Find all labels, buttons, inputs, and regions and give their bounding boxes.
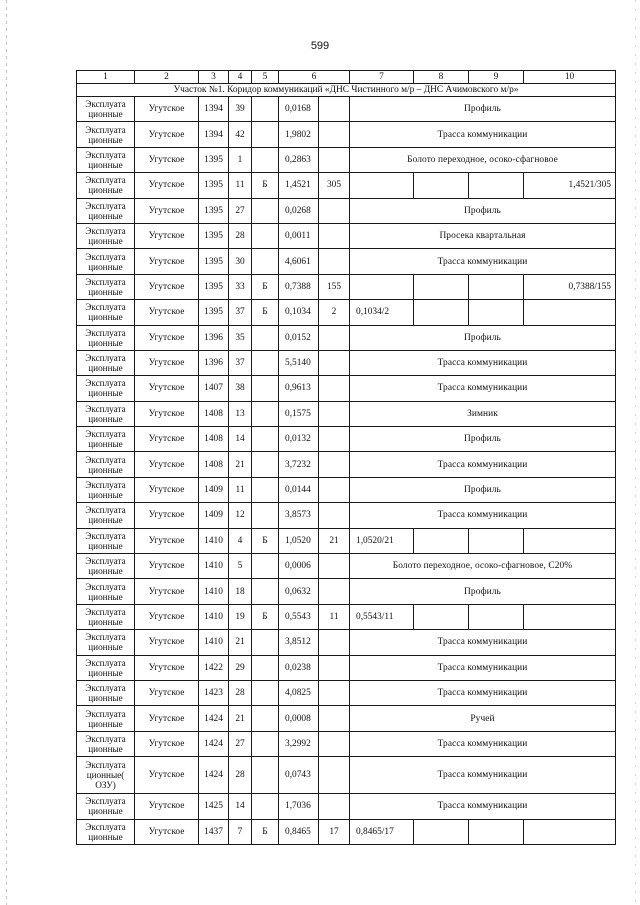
cell-division: 21 <box>229 630 252 655</box>
cell-division: 21 <box>229 452 252 477</box>
cell-col-7 <box>319 731 350 756</box>
cell-division: 37 <box>229 350 252 375</box>
cell-division: 5 <box>229 554 252 579</box>
cell-area: 4,6061 <box>279 249 319 274</box>
cell-land-type: Эксплуата ционные <box>77 706 135 731</box>
cell-field-name: Угутское <box>135 477 199 502</box>
cell-col-11: 1,4521/305 <box>524 173 616 198</box>
cell-category: Б <box>252 300 279 325</box>
cell-field-name: Угутское <box>135 503 199 528</box>
cell-area: 0,7388 <box>279 274 319 299</box>
table-row <box>77 427 616 452</box>
cell-col-7: 155 <box>319 274 350 299</box>
table-row <box>77 819 616 844</box>
cell-col-7 <box>319 452 350 477</box>
cell-field-name: Угутское <box>135 706 199 731</box>
cell-field-name: Угутское <box>135 300 199 325</box>
cell-land-type: Эксплуата ционные <box>77 452 135 477</box>
cell-quarter: 1395 <box>199 300 229 325</box>
cell-description: Профиль <box>350 427 616 452</box>
cell-col-11 <box>524 528 616 553</box>
cell-land-type: Эксплуата ционные <box>77 794 135 819</box>
cell-division: 13 <box>229 401 252 426</box>
cell-land-type: Эксплуата ционные <box>77 122 135 147</box>
cell-col-7: 17 <box>319 819 350 844</box>
cell-division: 7 <box>229 819 252 844</box>
cell-area: 0,5543 <box>279 604 319 629</box>
cell-quarter: 1410 <box>199 604 229 629</box>
table-row <box>77 477 616 502</box>
cell-category <box>252 427 279 452</box>
cell-division: 11 <box>229 173 252 198</box>
cell-col-10 <box>469 173 524 198</box>
cell-division: 35 <box>229 325 252 350</box>
cell-description: Профиль <box>350 325 616 350</box>
cell-field-name: Угутское <box>135 223 199 248</box>
cell-division: 30 <box>229 249 252 274</box>
table-row <box>77 325 616 350</box>
cell-col-7 <box>319 198 350 223</box>
cell-field-name: Угутское <box>135 452 199 477</box>
cell-category <box>252 452 279 477</box>
cell-division: 21 <box>229 706 252 731</box>
cell-category <box>252 401 279 426</box>
cell-land-type: Эксплуата ционные <box>77 401 135 426</box>
cell-field-name: Угутское <box>135 655 199 680</box>
cell-category: Б <box>252 528 279 553</box>
cell-col-7 <box>319 376 350 401</box>
cell-col-7 <box>319 503 350 528</box>
cell-quarter: 1424 <box>199 706 229 731</box>
cell-area: 3,8573 <box>279 503 319 528</box>
cell-land-type: Эксплуата ционные <box>77 604 135 629</box>
cell-field-name: Угутское <box>135 97 199 122</box>
cell-area: 3,2992 <box>279 731 319 756</box>
cell-area: 0,9613 <box>279 376 319 401</box>
cell-col-7 <box>319 706 350 731</box>
cell-col-8 <box>350 173 414 198</box>
cell-field-name: Угутское <box>135 819 199 844</box>
cell-division: 28 <box>229 223 252 248</box>
cell-category: Б <box>252 604 279 629</box>
table-row <box>77 680 616 705</box>
cell-col-7 <box>319 97 350 122</box>
cell-col-7 <box>319 350 350 375</box>
cell-col-7 <box>319 427 350 452</box>
cell-area: 0,0132 <box>279 427 319 452</box>
cell-division: 38 <box>229 376 252 401</box>
cell-area: 0,1575 <box>279 401 319 426</box>
cell-quarter: 1425 <box>199 794 229 819</box>
cell-col-10 <box>469 274 524 299</box>
cell-land-type: Эксплуата ционные <box>77 680 135 705</box>
cell-quarter: 1408 <box>199 452 229 477</box>
cell-description: Трасса коммуникации <box>350 122 616 147</box>
cell-description: Профиль <box>350 198 616 223</box>
cell-category <box>252 376 279 401</box>
cell-quarter: 1394 <box>199 97 229 122</box>
cell-division: 37 <box>229 300 252 325</box>
cell-land-type: Эксплуата ционные <box>77 579 135 604</box>
cell-category: Б <box>252 819 279 844</box>
cell-field-name: Угутское <box>135 350 199 375</box>
table-row <box>77 554 616 579</box>
cell-field-name: Угутское <box>135 757 199 794</box>
table-row <box>77 249 616 274</box>
header-cell-7: 7 <box>350 71 414 84</box>
cell-category <box>252 579 279 604</box>
cell-land-type: Эксплуата ционные <box>77 223 135 248</box>
cell-category <box>252 350 279 375</box>
cell-quarter: 1407 <box>199 376 229 401</box>
cell-category <box>252 757 279 794</box>
cell-field-name: Угутское <box>135 680 199 705</box>
table-body <box>77 71 616 845</box>
cell-quarter: 1410 <box>199 579 229 604</box>
table-row <box>77 300 616 325</box>
table-row <box>77 503 616 528</box>
cell-land-type: Эксплуата ционные <box>77 427 135 452</box>
cell-area: 0,0152 <box>279 325 319 350</box>
section-title: Участок №1. Коридор коммуникаций «ДНС Чистинного м/р – ДНС Ачимовского м/р» <box>77 84 616 97</box>
cell-field-name: Угутское <box>135 604 199 629</box>
cell-description: Болото переходное, осоко-сфагновое <box>350 147 616 172</box>
cell-division: 14 <box>229 427 252 452</box>
cell-area: 0,0006 <box>279 554 319 579</box>
cell-category <box>252 630 279 655</box>
cell-col-7 <box>319 554 350 579</box>
cell-area: 3,7232 <box>279 452 319 477</box>
cell-division: 18 <box>229 579 252 604</box>
cell-category <box>252 97 279 122</box>
cell-col-7 <box>319 223 350 248</box>
cell-area: 0,1034 <box>279 300 319 325</box>
cell-field-name: Угутское <box>135 376 199 401</box>
cell-area: 0,0268 <box>279 198 319 223</box>
cell-category <box>252 198 279 223</box>
cell-col-9 <box>414 819 469 844</box>
table-row <box>77 401 616 426</box>
cell-area: 0,8465 <box>279 819 319 844</box>
section-row <box>77 84 616 97</box>
cell-category <box>252 223 279 248</box>
cell-col-10 <box>469 300 524 325</box>
cell-field-name: Угутское <box>135 401 199 426</box>
cell-land-type: Эксплуата ционные <box>77 274 135 299</box>
table-row <box>77 794 616 819</box>
cell-area: 0,0008 <box>279 706 319 731</box>
header-cell-6: 6 <box>279 71 350 84</box>
cell-col-7 <box>319 680 350 705</box>
cell-quarter: 1422 <box>199 655 229 680</box>
cell-category <box>252 731 279 756</box>
cell-category <box>252 477 279 502</box>
table-row <box>77 274 616 299</box>
cell-field-name: Угутское <box>135 427 199 452</box>
cell-land-type: Эксплуата ционные <box>77 350 135 375</box>
cell-description: Трасса коммуникации <box>350 731 616 756</box>
cell-quarter: 1395 <box>199 274 229 299</box>
cell-quarter: 1409 <box>199 477 229 502</box>
cell-col-8: 1,0520/21 <box>350 528 414 553</box>
cell-land-type: Эксплуата ционные <box>77 630 135 655</box>
cell-category <box>252 706 279 731</box>
cell-category: Б <box>252 274 279 299</box>
cell-col-7 <box>319 249 350 274</box>
cell-description: Профиль <box>350 579 616 604</box>
cell-description: Просека квартальная <box>350 223 616 248</box>
header-cell-10: 10 <box>524 71 616 84</box>
cell-category <box>252 680 279 705</box>
cell-col-8 <box>350 274 414 299</box>
cell-quarter: 1410 <box>199 554 229 579</box>
cell-field-name: Угутское <box>135 249 199 274</box>
cell-land-type: Эксплуата ционные <box>77 477 135 502</box>
cell-area: 1,4521 <box>279 173 319 198</box>
table-row <box>77 452 616 477</box>
cell-area: 0,0168 <box>279 97 319 122</box>
cell-land-type: Эксплуата ционные <box>77 731 135 756</box>
cell-col-8: 0,8465/17 <box>350 819 414 844</box>
cell-col-11 <box>524 819 616 844</box>
cell-category <box>252 122 279 147</box>
cell-col-9 <box>414 300 469 325</box>
cell-quarter: 1424 <box>199 731 229 756</box>
cell-col-10 <box>469 819 524 844</box>
cell-description: Трасса коммуникации <box>350 376 616 401</box>
cell-field-name: Угутское <box>135 325 199 350</box>
cell-col-9 <box>414 528 469 553</box>
table-row <box>77 528 616 553</box>
cell-col-9 <box>414 173 469 198</box>
cell-division: 28 <box>229 757 252 794</box>
cell-area: 0,0011 <box>279 223 319 248</box>
cell-division: 19 <box>229 604 252 629</box>
header-cell-4: 4 <box>229 71 252 84</box>
scan-edge-left <box>6 0 7 905</box>
cell-land-type: Эксплуата ционные <box>77 97 135 122</box>
cell-division: 27 <box>229 731 252 756</box>
cell-land-type: Эксплуата ционные <box>77 198 135 223</box>
land-parcel-table <box>76 70 616 845</box>
cell-field-name: Угутское <box>135 579 199 604</box>
cell-quarter: 1437 <box>199 819 229 844</box>
cell-description: Зимник <box>350 401 616 426</box>
header-cell-8: 8 <box>414 71 469 84</box>
cell-col-7: 11 <box>319 604 350 629</box>
cell-col-11: 0,7388/155 <box>524 274 616 299</box>
cell-land-type: Эксплуата ционные <box>77 528 135 553</box>
page-number: 599 <box>310 40 330 52</box>
cell-description: Трасса коммуникации <box>350 794 616 819</box>
cell-field-name: Угутское <box>135 173 199 198</box>
cell-col-7 <box>319 794 350 819</box>
cell-quarter: 1396 <box>199 350 229 375</box>
cell-description: Трасса коммуникации <box>350 655 616 680</box>
cell-quarter: 1396 <box>199 325 229 350</box>
cell-field-name: Угутское <box>135 554 199 579</box>
cell-division: 1 <box>229 147 252 172</box>
cell-land-type: Эксплуата ционные <box>77 325 135 350</box>
cell-category <box>252 503 279 528</box>
cell-quarter: 1395 <box>199 198 229 223</box>
cell-col-7: 21 <box>319 528 350 553</box>
cell-quarter: 1423 <box>199 680 229 705</box>
cell-division: 11 <box>229 477 252 502</box>
cell-quarter: 1408 <box>199 427 229 452</box>
cell-col-9 <box>414 274 469 299</box>
table-row <box>77 122 616 147</box>
cell-field-name: Угутское <box>135 122 199 147</box>
cell-description: Трасса коммуникации <box>350 350 616 375</box>
cell-quarter: 1409 <box>199 503 229 528</box>
cell-quarter: 1424 <box>199 757 229 794</box>
cell-area: 0,0743 <box>279 757 319 794</box>
cell-land-type: Эксплуата ционные <box>77 249 135 274</box>
table-row <box>77 198 616 223</box>
table-row <box>77 604 616 629</box>
cell-division: 27 <box>229 198 252 223</box>
cell-col-7: 305 <box>319 173 350 198</box>
cell-field-name: Угутское <box>135 147 199 172</box>
cell-division: 12 <box>229 503 252 528</box>
cell-category <box>252 249 279 274</box>
cell-col-10 <box>469 604 524 629</box>
cell-category <box>252 325 279 350</box>
cell-description: Профиль <box>350 97 616 122</box>
table-row <box>77 223 616 248</box>
cell-quarter: 1410 <box>199 630 229 655</box>
cell-field-name: Угутское <box>135 794 199 819</box>
cell-land-type: Эксплуата ционные <box>77 376 135 401</box>
cell-quarter: 1394 <box>199 122 229 147</box>
table-row <box>77 97 616 122</box>
cell-col-11 <box>524 604 616 629</box>
cell-land-type: Эксплуата ционные <box>77 173 135 198</box>
cell-area: 1,7036 <box>279 794 319 819</box>
table-row <box>77 579 616 604</box>
table-row <box>77 655 616 680</box>
table-row <box>77 731 616 756</box>
table-row <box>77 630 616 655</box>
cell-land-type: Эксплуата ционные <box>77 655 135 680</box>
cell-description: Трасса коммуникации <box>350 757 616 794</box>
header-cell-1: 1 <box>77 71 135 84</box>
cell-description: Трасса коммуникации <box>350 680 616 705</box>
cell-description: Болото переходное, осоко-сфагновое, С20% <box>350 554 616 579</box>
cell-description: Ручей <box>350 706 616 731</box>
cell-division: 39 <box>229 97 252 122</box>
cell-division: 29 <box>229 655 252 680</box>
cell-quarter: 1410 <box>199 528 229 553</box>
cell-land-type: Эксплуата ционные <box>77 819 135 844</box>
cell-quarter: 1395 <box>199 173 229 198</box>
header-cell-9: 9 <box>469 71 524 84</box>
cell-field-name: Угутское <box>135 630 199 655</box>
table-row <box>77 350 616 375</box>
cell-category <box>252 655 279 680</box>
cell-division: 14 <box>229 794 252 819</box>
cell-col-7 <box>319 122 350 147</box>
cell-area: 1,0520 <box>279 528 319 553</box>
cell-description: Трасса коммуникации <box>350 452 616 477</box>
cell-description: Трасса коммуникации <box>350 630 616 655</box>
cell-category <box>252 794 279 819</box>
table-row <box>77 706 616 731</box>
cell-col-7 <box>319 147 350 172</box>
cell-field-name: Угутское <box>135 528 199 553</box>
cell-land-type: Эксплуата ционные <box>77 300 135 325</box>
cell-division: 4 <box>229 528 252 553</box>
cell-col-7 <box>319 325 350 350</box>
cell-area: 0,0632 <box>279 579 319 604</box>
cell-area: 0,0238 <box>279 655 319 680</box>
cell-area: 1,9802 <box>279 122 319 147</box>
cell-col-11 <box>524 300 616 325</box>
cell-col-7: 2 <box>319 300 350 325</box>
cell-field-name: Угутское <box>135 198 199 223</box>
cell-area: 5,5140 <box>279 350 319 375</box>
cell-col-7 <box>319 477 350 502</box>
cell-area: 0,2863 <box>279 147 319 172</box>
cell-quarter: 1395 <box>199 147 229 172</box>
cell-area: 4,0825 <box>279 680 319 705</box>
cell-land-type: Эксплуата ционные <box>77 503 135 528</box>
cell-quarter: 1395 <box>199 223 229 248</box>
cell-description: Трасса коммуникации <box>350 503 616 528</box>
table-row <box>77 757 616 794</box>
cell-area: 0,0144 <box>279 477 319 502</box>
cell-col-7 <box>319 655 350 680</box>
cell-quarter: 1408 <box>199 401 229 426</box>
cell-quarter: 1395 <box>199 249 229 274</box>
header-cell-2: 2 <box>135 71 199 84</box>
header-cell-5: 5 <box>252 71 279 84</box>
cell-col-7 <box>319 630 350 655</box>
cell-division: 33 <box>229 274 252 299</box>
cell-col-10 <box>469 528 524 553</box>
cell-col-7 <box>319 401 350 426</box>
cell-col-9 <box>414 604 469 629</box>
cell-category: Б <box>252 173 279 198</box>
cell-col-7 <box>319 757 350 794</box>
cell-division: 28 <box>229 680 252 705</box>
table-row <box>77 376 616 401</box>
table-row <box>77 173 616 198</box>
cell-category <box>252 554 279 579</box>
cell-division: 42 <box>229 122 252 147</box>
table-row <box>77 147 616 172</box>
cell-category <box>252 147 279 172</box>
header-cell-3: 3 <box>199 71 229 84</box>
cell-col-8: 0,1034/2 <box>350 300 414 325</box>
cell-land-type: Эксплуата ционные <box>77 554 135 579</box>
cell-field-name: Угутское <box>135 731 199 756</box>
cell-land-type: Эксплуата ционные( ОЗУ) <box>77 757 135 794</box>
scan-edge-right <box>635 0 636 905</box>
cell-field-name: Угутское <box>135 274 199 299</box>
cell-description: Профиль <box>350 477 616 502</box>
cell-land-type: Эксплуата ционные <box>77 147 135 172</box>
cell-col-7 <box>319 579 350 604</box>
cell-col-8: 0,5543/11 <box>350 604 414 629</box>
cell-description: Трасса коммуникации <box>350 249 616 274</box>
header-row <box>77 71 616 84</box>
cell-area: 3,8512 <box>279 630 319 655</box>
